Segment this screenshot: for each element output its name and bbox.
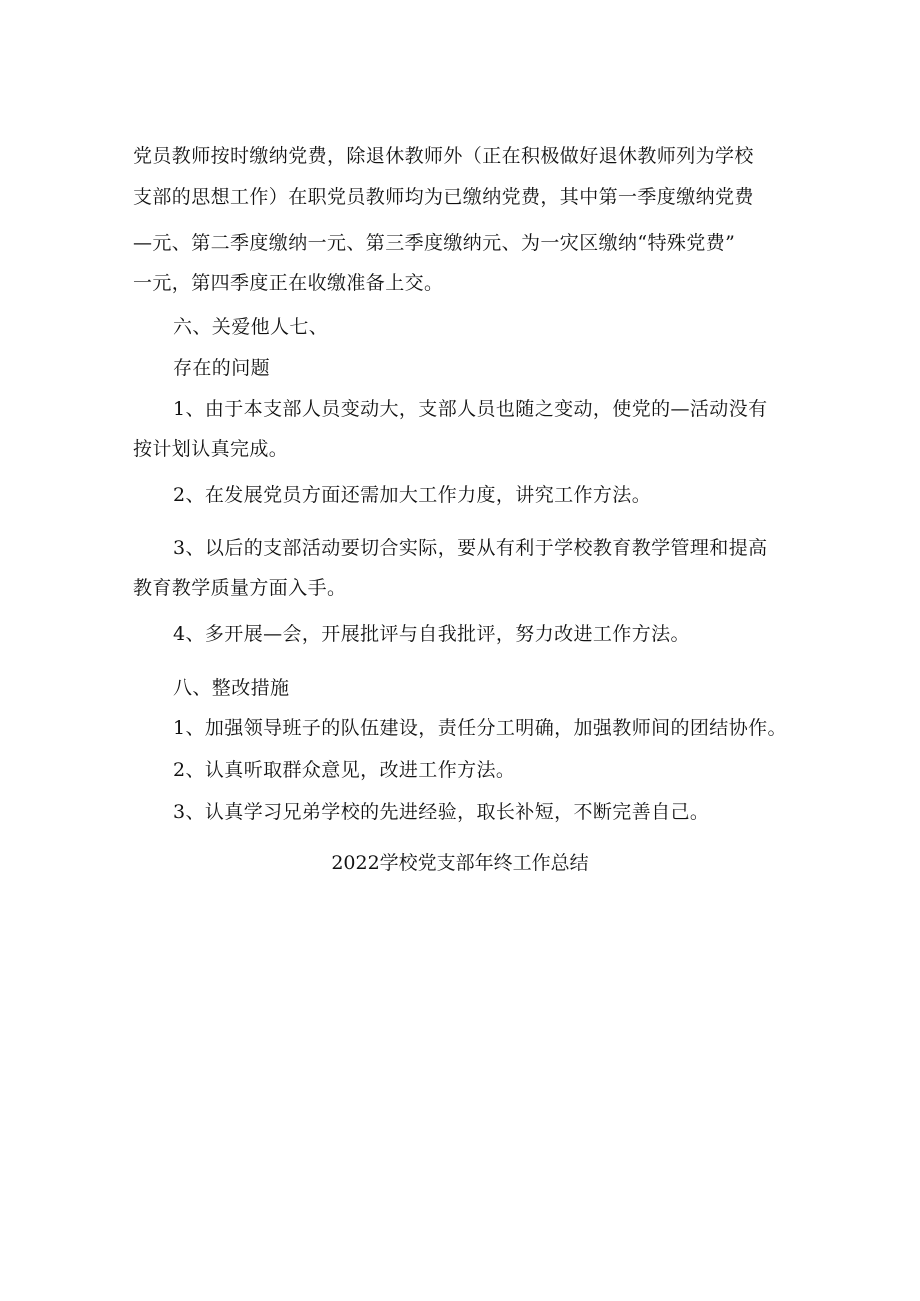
problem-item-3: 3、以后的支部活动要切合实际，要从有利于学校教育教学管理和提高 <box>173 537 768 559</box>
measure-item-3: 3、认真学习兄弟学校的先进经验，取长补短，不断完善自己。 <box>173 801 710 823</box>
paragraph-line: 支部的思想工作）在职党员教师均为已缴纳党费，其中第一季度缴纳党费 <box>133 186 754 208</box>
section-heading-8: 八、整改措施 <box>173 677 290 699</box>
problem-item-1-continued: 按计划认真完成。 <box>133 438 289 460</box>
measure-item-2: 2、认真听取群众意见，改进工作方法。 <box>173 759 516 781</box>
problem-item-3-continued: 教育教学质量方面入手。 <box>133 577 347 599</box>
problem-item-1: 1、由于本支部人员变动大，支部人员也随之变动，使党的—活动没有 <box>173 398 768 420</box>
paragraph-line: —元、第二季度缴纳一元、第三季度缴纳元、为一灾区缴纳“特殊党费” <box>133 232 736 254</box>
paragraph-line: 党员教师按时缴纳党费，除退休教师外（正在积极做好退休教师列为学校 <box>133 145 754 167</box>
measure-item-1: 1、加强领导班子的队伍建设，责任分工明确，加强教师间的团结协作。 <box>173 717 787 739</box>
paragraph-line: 一元，第四季度正在收缴准备上交。 <box>133 272 444 294</box>
problem-item-2: 2、在发展党员方面还需加大工作力度，讲究工作方法。 <box>173 484 652 506</box>
problem-item-4: 4、多开展—会，开展批评与自我批评，努力改进工作方法。 <box>173 623 690 645</box>
section-heading-6: 六、关爱他人七、 <box>173 316 329 338</box>
document-title: 2022学校党支部年终工作总结 <box>331 852 589 874</box>
section-heading-7: 存在的问题 <box>173 357 271 379</box>
